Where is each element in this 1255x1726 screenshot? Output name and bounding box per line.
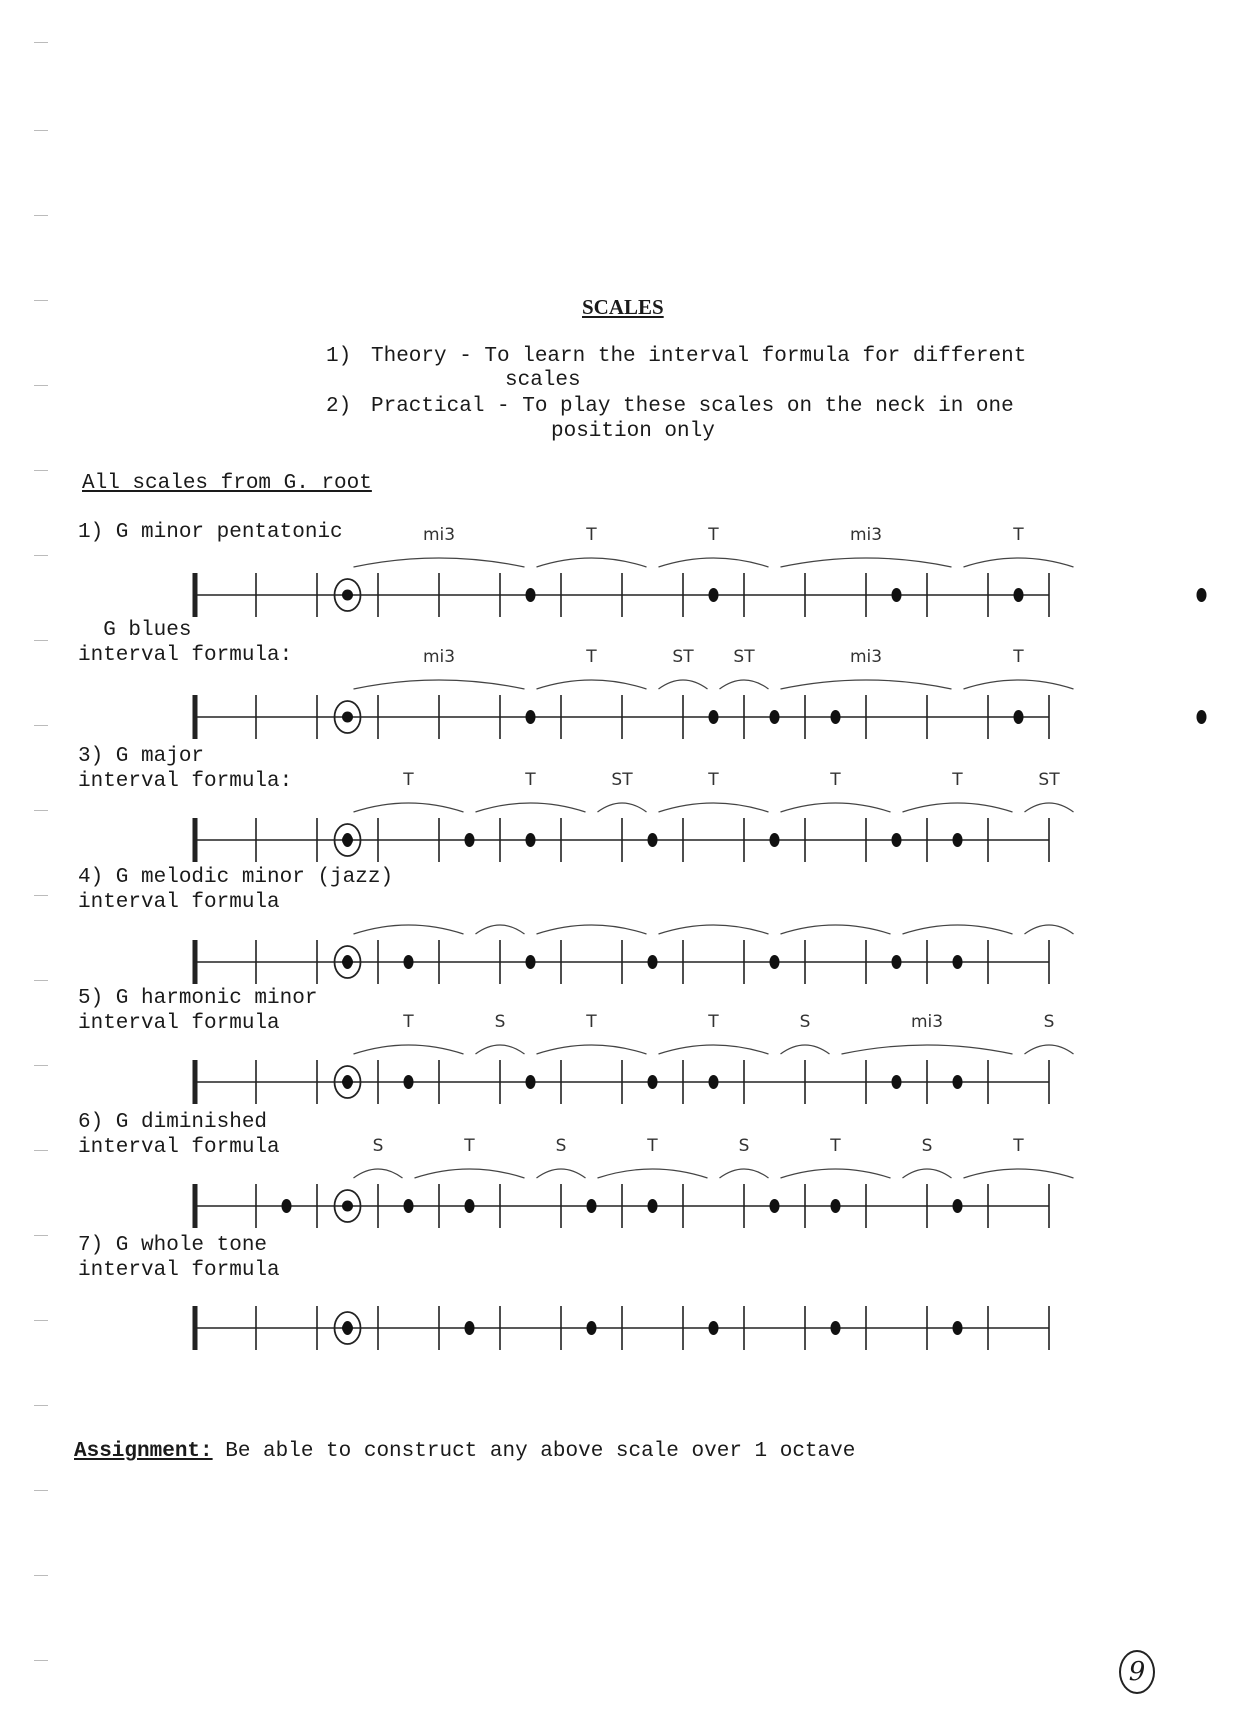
scale-note-dot: [404, 1075, 414, 1089]
scale-note-dot: [526, 710, 536, 724]
interval-label: mi3: [849, 525, 883, 545]
scale-note-dot: [770, 1199, 780, 1213]
scale-note-dot: [770, 710, 780, 724]
root-note-dot: [342, 1201, 353, 1212]
scale-note-dot: [953, 955, 963, 969]
interval-label: S: [372, 1136, 384, 1156]
objective-1-number: 1): [326, 345, 352, 368]
interval-arc: [964, 1169, 1074, 1178]
interval-arc: [720, 1169, 769, 1178]
scale-note-dot: [404, 1199, 414, 1213]
interval-formula-label: interval formula:: [78, 770, 293, 793]
scale-name: 7) G whole tone: [78, 1234, 268, 1257]
scale-note-dot: [892, 1075, 902, 1089]
interval-label: mi3: [422, 525, 456, 545]
scale-note-dot: [892, 955, 902, 969]
interval-arc: [659, 680, 708, 689]
objective-2-text: Practical - To play these scales on the neck in one: [371, 395, 1014, 418]
fretboard-diagram: [0, 1126, 1100, 1246]
scale-note-dot: [282, 1199, 292, 1213]
interval-arc: [1025, 925, 1074, 934]
interval-label: T: [708, 525, 719, 545]
fretboard-diagram: [0, 515, 1100, 635]
interval-formula-label: interval formula: [78, 1136, 280, 1159]
interval-arc: [720, 680, 769, 689]
interval-arc: [781, 925, 891, 934]
scale-note-dot: [465, 833, 475, 847]
interval-arc: [781, 1045, 830, 1054]
interval-arc: [842, 1045, 1013, 1054]
objective-2-number: 2): [326, 395, 352, 418]
interval-formula-label: interval formula: [78, 1259, 280, 1282]
scale-note-dot: [648, 955, 658, 969]
interval-arc: [781, 803, 891, 812]
interval-label: mi3: [910, 1012, 944, 1032]
scale-note-dot: [648, 1199, 658, 1213]
interval-label: ST: [611, 770, 633, 790]
interval-label: mi3: [422, 647, 456, 667]
interval-arc: [537, 1045, 647, 1054]
scale-note-dot: [953, 1321, 963, 1335]
interval-label: T: [525, 770, 536, 790]
scale-note-dot: [465, 1199, 475, 1213]
interval-arc: [598, 803, 647, 812]
scale-note-dot: [587, 1199, 597, 1213]
scale-note-dot: [648, 1075, 658, 1089]
interval-label: mi3: [849, 647, 883, 667]
interval-label: T: [586, 1012, 597, 1032]
scale-note-dot: [526, 955, 536, 969]
interval-formula-label: interval formula:: [78, 644, 293, 667]
interval-arc: [537, 925, 647, 934]
interval-label: S: [799, 1012, 811, 1032]
section-subheading: All scales from G. root: [82, 472, 372, 495]
root-note-dot: [342, 712, 353, 723]
interval-label: S: [494, 1012, 506, 1032]
scale-name: 1) G minor pentatonic: [78, 521, 343, 544]
interval-label: S: [1043, 1012, 1055, 1032]
scale-note-dot: [1197, 710, 1207, 724]
interval-arc: [537, 680, 647, 689]
scale-name: 4) G melodic minor (jazz): [78, 866, 394, 889]
interval-label: T: [708, 1012, 719, 1032]
interval-arc: [354, 803, 464, 812]
scale-note-dot: [343, 1075, 353, 1089]
scale-note-dot: [343, 955, 353, 969]
interval-label: S: [738, 1136, 750, 1156]
interval-arc: [903, 1169, 952, 1178]
interval-arc: [354, 558, 525, 567]
scale-name: G blues: [78, 619, 192, 642]
interval-arc: [415, 1169, 525, 1178]
scale-note-dot: [465, 1321, 475, 1335]
interval-arc: [537, 1169, 586, 1178]
interval-arc: [781, 558, 952, 567]
scale-note-dot: [831, 1199, 841, 1213]
interval-arc: [354, 925, 464, 934]
scale-note-dot: [709, 1075, 719, 1089]
interval-label: T: [830, 1136, 841, 1156]
fretboard-diagram: [0, 637, 1100, 757]
page-title: SCALES: [582, 295, 664, 319]
interval-arc: [354, 1169, 403, 1178]
interval-arc: [476, 803, 586, 812]
interval-label: T: [464, 1136, 475, 1156]
scale-note-dot: [892, 833, 902, 847]
interval-label: T: [647, 1136, 658, 1156]
interval-label: T: [586, 647, 597, 667]
scale-note-dot: [953, 833, 963, 847]
interval-label: T: [952, 770, 963, 790]
scale-note-dot: [526, 833, 536, 847]
scale-note-dot: [404, 955, 414, 969]
scale-note-dot: [831, 710, 841, 724]
interval-label: T: [403, 1012, 414, 1032]
scale-note-dot: [892, 588, 902, 602]
interval-arc: [903, 803, 1013, 812]
scale-note-dot: [648, 833, 658, 847]
interval-arc: [659, 925, 769, 934]
interval-label: T: [403, 770, 414, 790]
scale-note-dot: [770, 833, 780, 847]
interval-formula-label: interval formula: [78, 1012, 280, 1035]
scale-note-dot: [526, 1075, 536, 1089]
objective-2-text-cont: position only: [551, 420, 715, 443]
scale-note-dot: [770, 955, 780, 969]
fretboard-diagram: [0, 1248, 1100, 1368]
interval-label: ST: [733, 647, 755, 667]
fretboard-diagram: [0, 882, 1100, 1002]
scale-note-dot: [953, 1075, 963, 1089]
fretboard-diagram: [0, 760, 1100, 880]
scale-name: 5) G harmonic minor: [78, 987, 318, 1010]
interval-arc: [903, 925, 1013, 934]
scale-note-dot: [1014, 588, 1024, 602]
objective-1-text: Theory - To learn the interval formula for different: [371, 345, 1027, 368]
interval-label: T: [708, 770, 719, 790]
interval-arc: [1025, 803, 1074, 812]
interval-label: T: [586, 525, 597, 545]
scale-note-dot: [1014, 710, 1024, 724]
interval-label: T: [830, 770, 841, 790]
interval-arc: [781, 680, 952, 689]
interval-label: S: [555, 1136, 567, 1156]
scale-note-dot: [831, 1321, 841, 1335]
scale-note-dot: [709, 1321, 719, 1335]
scale-note-dot: [526, 588, 536, 602]
interval-arc: [781, 1169, 891, 1178]
interval-arc: [964, 680, 1074, 689]
page-number: 9: [1119, 1650, 1155, 1694]
interval-label: T: [1013, 525, 1024, 545]
interval-label: ST: [1038, 770, 1060, 790]
scale-note-dot: [1197, 588, 1207, 602]
interval-label: ST: [672, 647, 694, 667]
objective-1-text-cont: scales: [505, 369, 581, 392]
interval-label: T: [1013, 1136, 1024, 1156]
assignment-label: Assignment:: [74, 1440, 213, 1463]
assignment: [74, 1441, 855, 1462]
interval-arc: [476, 925, 525, 934]
scale-note-dot: [343, 833, 353, 847]
interval-arc: [354, 1045, 464, 1054]
interval-arc: [659, 558, 769, 567]
interval-arc: [659, 1045, 769, 1054]
interval-arc: [1025, 1045, 1074, 1054]
interval-arc: [964, 558, 1074, 567]
scale-note-dot: [953, 1199, 963, 1213]
scale-name: 6) G diminished: [78, 1111, 268, 1134]
scale-note-dot: [343, 1321, 353, 1335]
interval-formula-label: interval formula: [78, 891, 280, 914]
scale-note-dot: [587, 1321, 597, 1335]
scale-note-dot: [709, 710, 719, 724]
interval-label: S: [921, 1136, 933, 1156]
interval-arc: [537, 558, 647, 567]
root-note-dot: [342, 590, 353, 601]
interval-arc: [476, 1045, 525, 1054]
assignment-text: Be able to construct any above scale over 1 octave: [225, 1440, 856, 1463]
interval-arc: [354, 680, 525, 689]
interval-arc: [659, 803, 769, 812]
scale-note-dot: [709, 588, 719, 602]
interval-arc: [598, 1169, 708, 1178]
fretboard-diagram: [0, 1002, 1100, 1122]
interval-label: T: [1013, 647, 1024, 667]
scale-name: 3) G major: [78, 745, 205, 768]
